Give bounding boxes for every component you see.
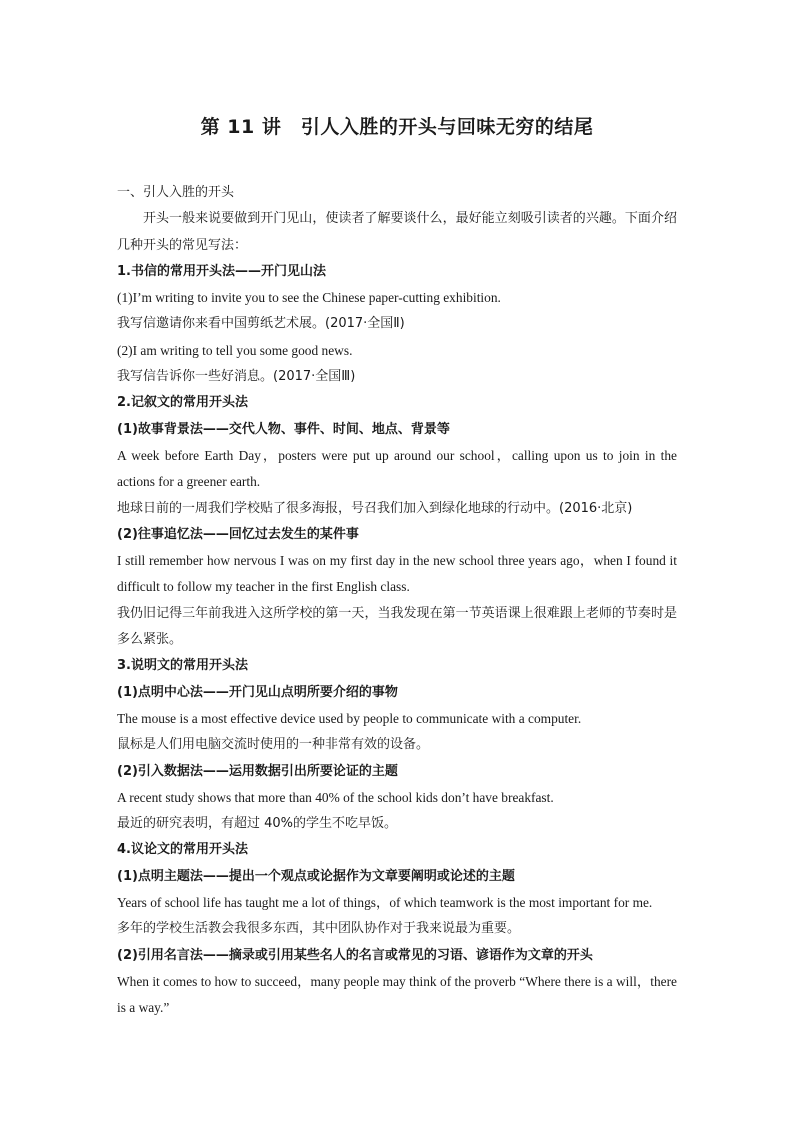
section-heading: 一、引人入胜的开头 <box>117 185 235 200</box>
page-title: 第 11 讲 引人入胜的开头与回味无穷的结尾 <box>200 116 594 138</box>
subsection-heading: 1.书信的常用开头法——开门见山法 <box>117 263 326 279</box>
example-english: (1)I’m writing to invite you to see the Chinese paper-cutting exhibition. <box>117 290 501 306</box>
example-chinese: 我仍旧记得三年前我进入这所学校的第一天，当我发现在第一节英语课上很难跟上老师的节奏时是多么紧张。 <box>117 605 677 648</box>
example-english: When it comes to how to succeed，many people may think of the proverb “Where there is a will，there is a way.” <box>117 973 677 1016</box>
subsection-heading: 4.议论文的常用开头法 <box>117 842 248 858</box>
method-heading: (1)点明中心法——开门见山点明所要介绍的事物 <box>117 684 398 700</box>
document-body <box>117 112 677 1022</box>
example-english: A recent study shows that more than 40% of the school kids don’t have breakfast. <box>117 789 554 805</box>
intro-paragraph: 开头一般来说要做到开门见山，使读者了解要谈什么，最好能立刻吸引读者的兴趣。下面介绍几种开头的常见写法： <box>117 211 677 253</box>
example-chinese: 我写信告诉你一些好消息。(2017·全国Ⅲ) <box>117 369 356 385</box>
example-english: (2)I am writing to tell you some good news. <box>117 342 353 358</box>
example-english: The mouse is a most effective device used by people to communicate with a computer. <box>117 710 582 726</box>
method-heading: (1)点明主题法——提出一个观点或论据作为文章要阐明或论述的主题 <box>117 868 515 884</box>
method-heading: (2)引用名言法——摘录或引用某些名人的名言或常见的习语、谚语作为文章的开头 <box>117 947 593 963</box>
example-chinese: 鼠标是人们用电脑交流时使用的一种非常有效的设备。 <box>117 737 430 753</box>
method-heading: (2)引入数据法——运用数据引出所要论证的主题 <box>117 763 398 779</box>
example-chinese: 我写信邀请你来看中国剪纸艺术展。(2017·全国Ⅱ) <box>117 316 405 332</box>
example-chinese: 多年的学校生活教会我很多东西，其中团队协作对于我来说最为重要。 <box>117 921 521 937</box>
subsection-heading: 2.记叙文的常用开头法 <box>117 395 248 411</box>
example-english: I still remember how nervous I was on my first day in the new school three years ago，when I found it difficult to follow my teacher in the first English class. <box>117 553 677 595</box>
subsection-heading: 3.说明文的常用开头法 <box>117 658 248 674</box>
example-english: Years of school life has taught me a lot of things，of which teamwork is the most important for me. <box>117 895 653 911</box>
method-heading: (1)故事背景法——交代人物、事件、时间、地点、背景等 <box>117 421 450 437</box>
example-english: A week before Earth Day，posters were put up around our school，calling upon us to join in the actions for a greener earth. <box>117 447 677 490</box>
method-heading: (2)往事追忆法——回忆过去发生的某件事 <box>117 526 359 542</box>
example-chinese: 地球日前的一周我们学校贴了很多海报，号召我们加入到绿化地球的行动中。(2016·北京) <box>117 500 633 516</box>
example-chinese: 最近的研究表明，有超过 40%的学生不吃早饭。 <box>117 816 398 832</box>
